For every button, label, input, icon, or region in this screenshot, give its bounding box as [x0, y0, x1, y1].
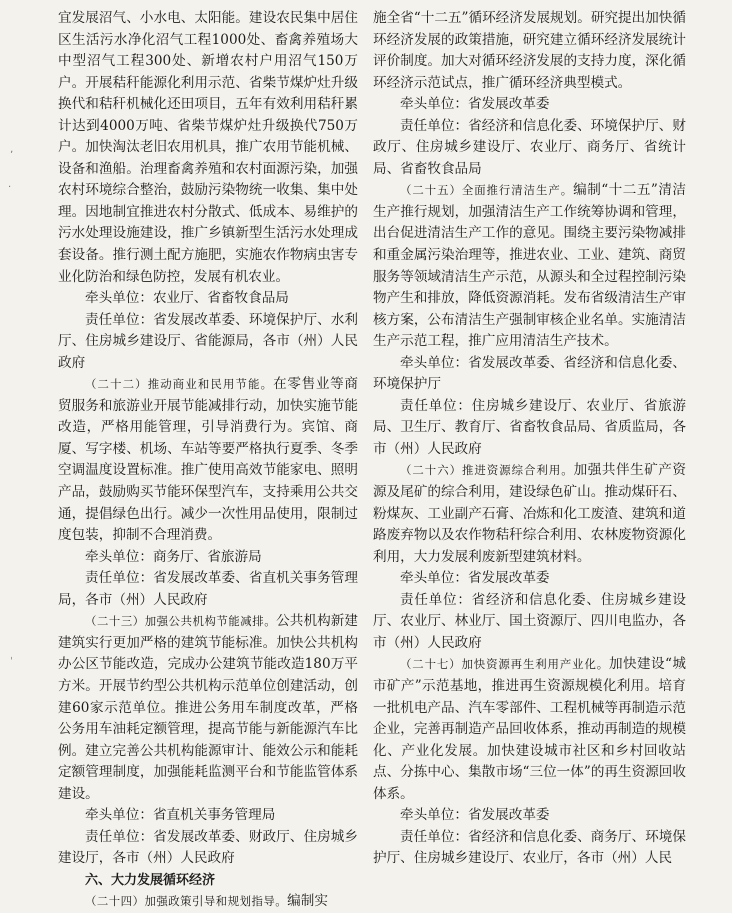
section-body: 编制“十二五”清洁生产推行规划，加强清洁生产工作统筹协调和管理，出台促进清洁生产工作的意见。围绕主要污染物减排和重金属污染治理等，推进农业、工业、建筑、商贸服务等领域清洁生产示范，从源头和全过程控制污染物产生和排放，降低资源消耗。发布省级清洁生产审核方案，公布清洁生产强制审核企业名单。实施清洁生产示范工程，推广应用清洁生产技术。 — [373, 182, 686, 350]
section-lead: （二十二）推动商业和民用节能。 — [85, 377, 274, 392]
section-25 — [373, 180, 686, 352]
section-lead: （二十四）加强政策引导和规划指导。 — [85, 894, 288, 909]
left-column — [58, 8, 358, 913]
paragraph: 施全省“十二五”循环经济发展规划。研究提出加快循环经济发展的政策措施，研究建立循环经济发展统计评价制度。加大对循环经济发展的支持力度，深化循环经济示范试点，推广循环经济典型模式。 — [373, 10, 686, 91]
section-lead: （二十三）加强公共机构节能减排。 — [85, 614, 277, 629]
lead-unit: 牵头单位：省发展改革委 — [400, 807, 550, 824]
paragraph: 宜发展沼气、小水电、太阳能。建设农民集中居住区生活污水净化沼气工程1000处、畜禽养殖场大中型沼气工程300处、新增农村户用沼气150万户。开展秸秆能源化利用示范、省柴节煤炉灶升级换代和秸秆机械化还田项目，五年有效利用秸秆累计达到4000万吨、省柴节煤炉灶升级换代750万户。加快淘汰老旧农用机具，推广农用节能机械、设备和渔船。治理畜禽养殖和农村面源污染，加强农村环境综合整治，鼓励污染物统一收集、集中处理。因地制宜推进农村分散式、低成本、易维护的污水处理设施建设，推广乡镇新型生活污水处理成套设备。推行测土配方施肥，实施农作物病虫害专业化防治和绿色防控，发展有机农业。 — [58, 10, 358, 285]
scan-mark: · — [8, 182, 12, 193]
section-body: 加快建设“城市矿产”示范基地，推进再生资源规模化利用。培育一批机电产品、汽车零部件、工程机械等再制造示范企业，完善再制造产品回收体系，推动再制造的规模化、产业化发展。加快建设城市社区和乡村回收站点、分拣中心、集散市场“三位一体”的再生资源回收体系。 — [373, 656, 686, 802]
responsible-units: 责任单位：省经济和信息化委、商务厅、环境保护厅、住房城乡建设厅、农业厅，各市（州）人民 — [373, 828, 686, 867]
section-24 — [58, 891, 358, 913]
responsible-units: 责任单位：省经济和信息化委、环境保护厅、财政厅、住房城乡建设厅、农业厅、商务厅、省统计局、省畜牧食品局 — [373, 117, 686, 177]
responsible-units: 责任单位：省经济和信息化委、住房城乡建设厅、农业厅、林业厅、国土资源厅、四川电监办，各市（州）人民政府 — [373, 591, 686, 651]
section-body: 编制实 — [287, 893, 328, 910]
section-body: 公共机构新建建筑实行更加严格的建筑节能标准。加快公共机构办公区节能改造，完成办公建筑节能改造180万平方米。开展节约型公共机构示范单位创建活动，创建60家示范单位。推进公务用车制度改革，严格公务用车油耗定额管理，提高节能与新能源汽车比例。建立完善公共机构能源审计、能效公示和能耗定额管理制度，加强能耗监测平台和节能监管体系建设。 — [58, 613, 358, 802]
lead-unit: 牵头单位：省发展改革委 — [400, 570, 550, 587]
section-23 — [58, 611, 358, 805]
responsible-units: 责任单位：住房城乡建设厅、农业厅、省旅游局、卫生厅、教育厅、省畜牧食品局、省质监局，各市（州）人民政府 — [373, 397, 686, 457]
lead-unit: 牵头单位：农业厅、省畜牧食品局 — [85, 290, 289, 307]
section-lead: （二十六）推进资源综合利用。 — [400, 463, 574, 478]
section-body: 在零售业等商贸服务和旅游业开展节能减排行动，加快实施节能改造，严格用能管理，引导消费行为。宾馆、商厦、写字楼、机场、车站等要严格执行夏季、冬季空调温度设置标准。推广使用高效节能家电、照明产品，鼓励购买节能环保型汽车，支持乘用公共交通，提倡绿色出行。减少一次性用品使用，限制过度包装，抑制不合理消费。 — [58, 376, 358, 544]
chapter-heading: 六、大力发展循环经济 — [85, 872, 216, 888]
responsible-units: 责任单位：省发展改革委、财政厅、住房城乡建设厅，各市（州）人民政府 — [58, 828, 358, 867]
right-column — [373, 8, 686, 870]
section-26 — [373, 460, 686, 568]
responsible-units: 责任单位：省发展改革委、省直机关事务管理局，各市（州）人民政府 — [58, 570, 358, 608]
section-lead: （二十七）加快资源再生利用产业化。 — [400, 657, 610, 672]
section-body: 加强共伴生矿产资源及尾矿的综合利用，建设绿色矿山。推动煤矸石、粉煤灰、工业副产石膏、冶炼和化工废渣、建筑和道路废弃物以及农作物秸秆综合利用、农林废物资源化利用，大力发展利废新型建筑材料。 — [373, 462, 686, 565]
section-27 — [373, 654, 686, 805]
responsible-units: 责任单位：省发展改革委、环境保护厅、水利厅、住房城乡建设厅、省能源局，各市（州）人民政府 — [58, 311, 358, 371]
scan-mark: ʼ — [10, 150, 14, 161]
section-22 — [58, 374, 358, 546]
lead-unit: 牵头单位：省发展改革委、省经济和信息化委、环境保护厅 — [373, 354, 686, 393]
scan-mark: ˌ — [10, 650, 13, 661]
section-lead: （二十五）全面推行清洁生产。 — [400, 183, 574, 198]
lead-unit: 牵头单位：省发展改革委 — [400, 96, 550, 113]
lead-unit: 牵头单位：商务厅、省旅游局 — [85, 548, 262, 565]
lead-unit: 牵头单位：省直机关事务管理局 — [85, 807, 276, 824]
